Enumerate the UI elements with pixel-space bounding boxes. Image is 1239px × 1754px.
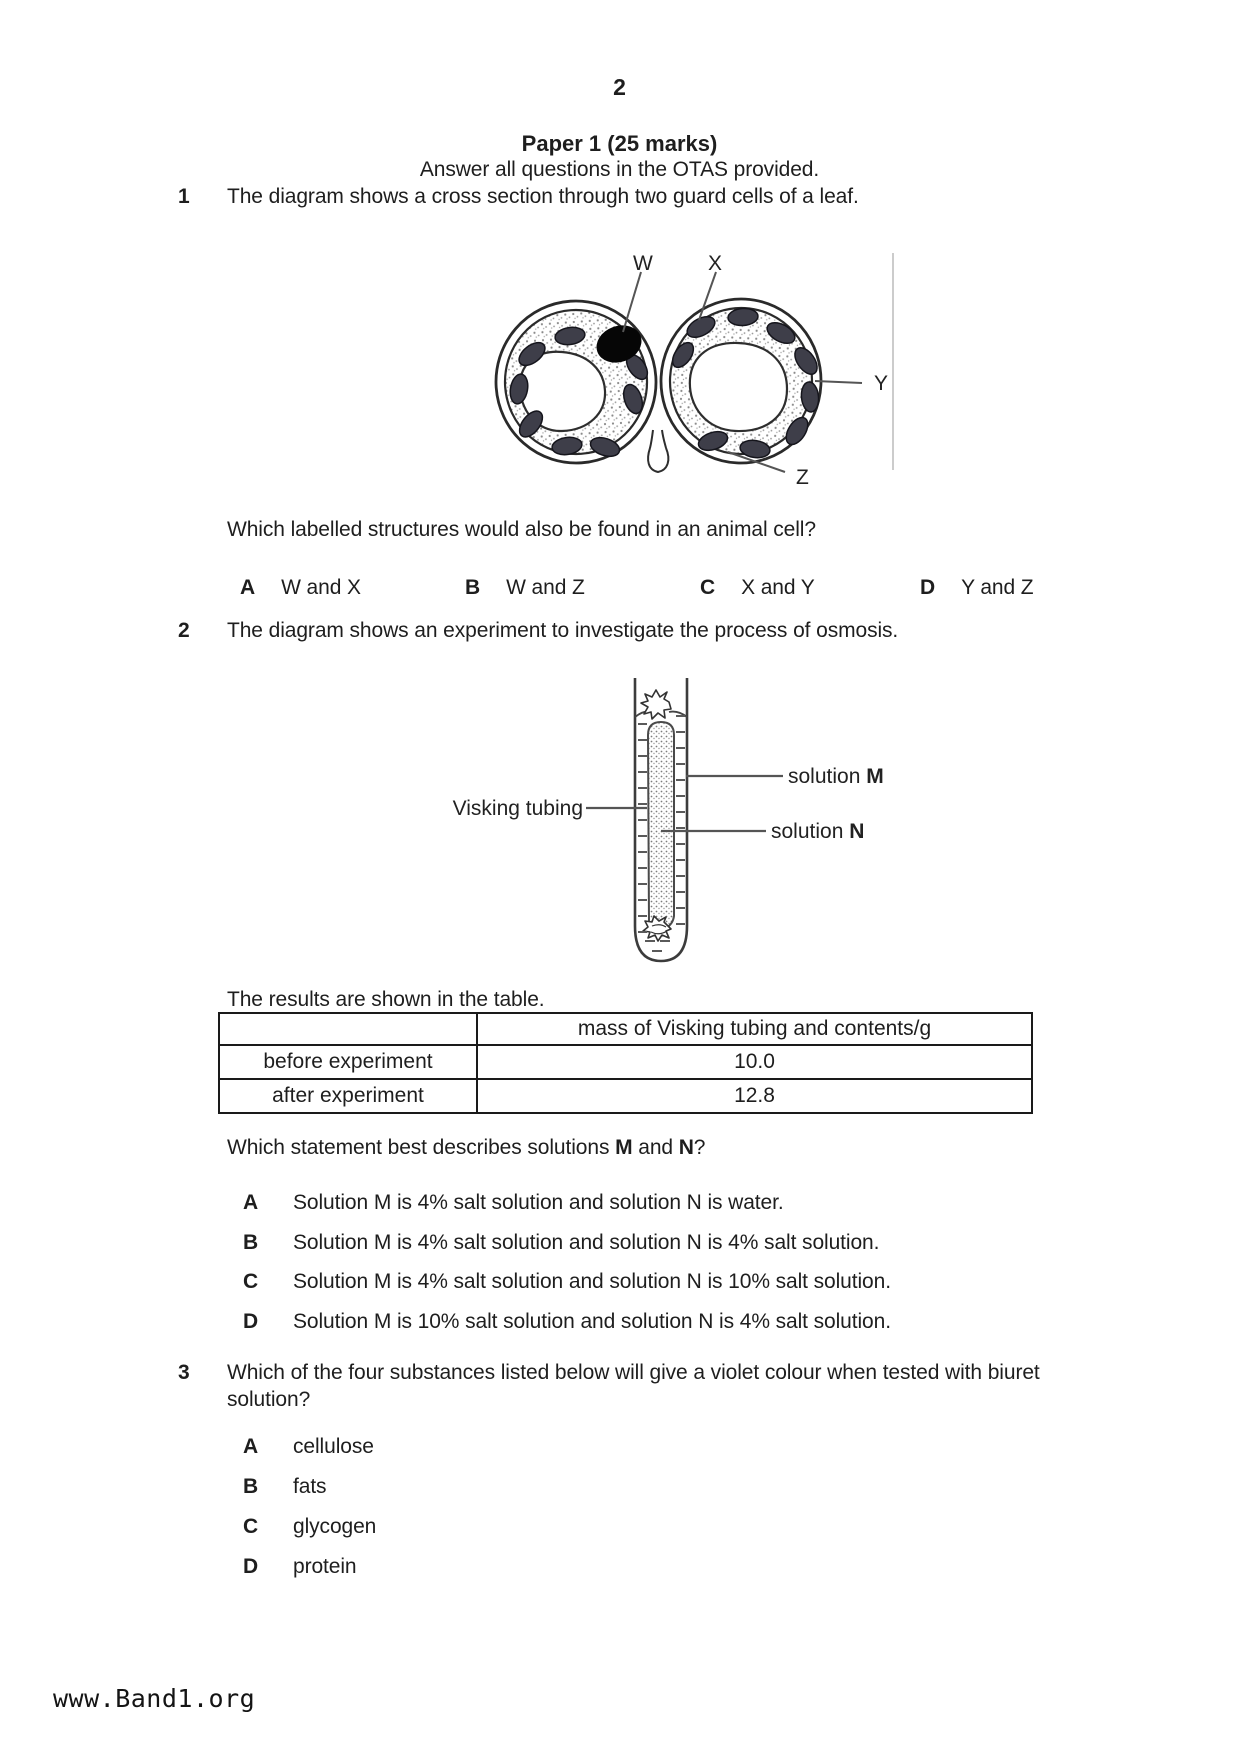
table-header-row bbox=[219, 1013, 1032, 1045]
row-label-after: after experiment bbox=[219, 1079, 477, 1113]
label-x: X bbox=[708, 252, 723, 275]
question-1-number: 1 bbox=[178, 185, 190, 208]
q1-option-c-letter: C bbox=[700, 576, 716, 599]
q2-sub-question bbox=[227, 1136, 705, 1160]
osmosis-pointer-lines bbox=[586, 776, 783, 831]
row-value-before: 10.0 bbox=[477, 1045, 1032, 1079]
visking-tubing bbox=[648, 722, 674, 928]
q1-option-d-text: Y and Z bbox=[961, 576, 1034, 599]
table-col-header: mass of Visking tubing and contents/g bbox=[477, 1013, 1032, 1045]
question-2-number: 2 bbox=[178, 619, 190, 642]
q2-option-a-text: Solution M is 4% salt solution and solution N is water. bbox=[293, 1191, 784, 1214]
tubing-top-knot bbox=[641, 690, 671, 719]
solution-m-letter: M bbox=[866, 765, 884, 788]
q2-subq-mid: and bbox=[632, 1136, 679, 1159]
q2-option-d-text: Solution M is 10% salt solution and solution N is 4% salt solution. bbox=[293, 1310, 891, 1333]
q2-option-c-letter: C bbox=[243, 1270, 259, 1293]
q1-option-c bbox=[700, 576, 815, 600]
q1-option-a bbox=[240, 576, 361, 600]
q1-option-a-letter: A bbox=[240, 576, 256, 599]
q2-option-b-letter: B bbox=[243, 1231, 259, 1254]
q1-option-c-text: X and Y bbox=[741, 576, 815, 599]
table-row bbox=[219, 1045, 1032, 1079]
q1-sub-question: Which labelled structures would also be found in an animal cell? bbox=[227, 518, 816, 541]
q1-option-d-letter: D bbox=[920, 576, 936, 599]
guard-cells-figure bbox=[435, 228, 915, 518]
stoma-pore bbox=[648, 430, 668, 472]
table-corner-cell bbox=[219, 1013, 477, 1045]
q3-option-c-text: glycogen bbox=[293, 1515, 377, 1538]
q2-option-b-text: Solution M is 4% salt solution and solution N is 4% salt solution. bbox=[293, 1231, 880, 1254]
q3-option-a-letter: A bbox=[243, 1435, 259, 1458]
label-y: Y bbox=[874, 372, 889, 395]
right-cell-vacuole bbox=[690, 343, 787, 431]
solution-m-prefix: solution bbox=[788, 765, 867, 788]
q2-subq-n: N bbox=[678, 1136, 694, 1159]
osmosis-figure bbox=[375, 656, 900, 978]
visking-tubing-label: Visking tubing bbox=[452, 797, 583, 820]
q3-option-b-text: fats bbox=[293, 1475, 327, 1498]
footer-url: www.Band1.org bbox=[53, 1684, 256, 1713]
osmosis-svg bbox=[375, 656, 900, 978]
q3-option-d-text: protein bbox=[293, 1555, 357, 1578]
q2-option-d-letter: D bbox=[243, 1310, 259, 1333]
solution-n-letter: N bbox=[849, 820, 865, 843]
label-z: Z bbox=[796, 466, 809, 489]
page-number: 2 bbox=[613, 74, 626, 100]
right-guard-cell bbox=[657, 295, 825, 467]
solution-n-label bbox=[771, 820, 864, 843]
q2-subq-pre: Which statement best describes solutions bbox=[227, 1136, 616, 1159]
results-intro: The results are shown in the table. bbox=[227, 988, 545, 1011]
question-3-text-line2: solution? bbox=[227, 1388, 311, 1411]
solution-n-prefix: solution bbox=[771, 820, 850, 843]
paper-instruction: Answer all questions in the OTAS provided. bbox=[419, 158, 820, 181]
label-w: W bbox=[633, 252, 653, 275]
q1-option-b-letter: B bbox=[465, 576, 481, 599]
results-table bbox=[218, 1012, 1033, 1114]
q1-option-b bbox=[465, 576, 585, 600]
paper-title: Paper 1 (25 marks) bbox=[521, 131, 718, 156]
q1-option-d bbox=[920, 576, 1034, 600]
q3-option-c-letter: C bbox=[243, 1515, 259, 1538]
question-3-number: 3 bbox=[178, 1361, 190, 1384]
q3-option-b-letter: B bbox=[243, 1475, 259, 1498]
question-2-text: The diagram shows an experiment to investigate the process of osmosis. bbox=[227, 619, 899, 642]
q1-option-a-text: W and X bbox=[281, 576, 361, 599]
left-guard-cell bbox=[491, 296, 662, 469]
question-1-text: The diagram shows a cross section through two guard cells of a leaf. bbox=[227, 185, 859, 208]
q2-subq-post: ? bbox=[693, 1136, 706, 1159]
table-row bbox=[219, 1079, 1032, 1113]
q2-option-a-letter: A bbox=[243, 1191, 259, 1214]
solution-m-label bbox=[788, 765, 884, 788]
question-3-text-line1: Which of the four substances listed below will give a violet colour when tested with biuret bbox=[227, 1361, 1040, 1384]
guard-cells-svg bbox=[435, 228, 915, 518]
row-value-after: 12.8 bbox=[477, 1079, 1032, 1113]
q3-option-a-text: cellulose bbox=[293, 1435, 374, 1458]
q1-option-b-text: W and Z bbox=[506, 576, 585, 599]
q2-subq-m: M bbox=[615, 1136, 633, 1159]
q2-option-c-text: Solution M is 4% salt solution and solution N is 10% salt solution. bbox=[293, 1270, 891, 1293]
q3-option-d-letter: D bbox=[243, 1555, 259, 1578]
row-label-before: before experiment bbox=[219, 1045, 477, 1079]
